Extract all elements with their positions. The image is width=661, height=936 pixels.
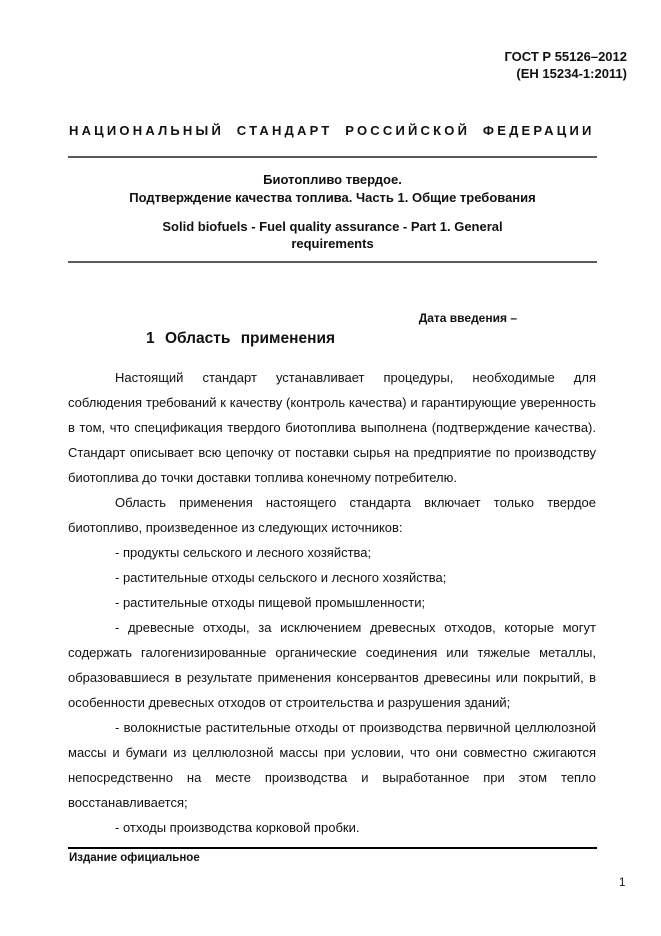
- list-item: - отходы производства корковой пробки.: [115, 820, 360, 835]
- title-russian-line2: Подтверждение качества топлива. Часть 1. Общие требования: [129, 189, 536, 205]
- document-code-block: [504, 48, 627, 82]
- list-item: - продукты сельского и лесного хозяйства;: [115, 545, 372, 560]
- en-reference-number: (ЕН 15234-1:2011): [516, 66, 627, 81]
- list-item: - растительные отходы пищевой промышленности;: [115, 595, 426, 610]
- header-divider-line: [68, 156, 597, 158]
- gost-number: ГОСТ Р 55126–2012: [504, 49, 627, 64]
- body-text: [68, 365, 596, 840]
- list-item: - растительные отходы сельского и лесного хозяйства;: [115, 570, 447, 585]
- paragraph: Область применения настоящего стандарта включает только твердое биотопливо, произведенное из следующих источников:: [68, 495, 596, 535]
- title-english-line2: requirements: [291, 235, 374, 251]
- section-number: 1: [146, 330, 155, 347]
- list-item: - древесные отходы, за исключением древесных отходов, которые могут содержать галогенизированные органические соединения или тяжелые металлы, образовавшиеся в результате применения консервантов древесины или покрытий, в особенности древесных отходов от строительства и разрушения зданий;: [68, 620, 596, 710]
- section-heading: [146, 330, 335, 348]
- title-russian-line1: Биотопливо твердое.: [263, 172, 402, 187]
- edition-note: Издание официальное: [69, 852, 200, 864]
- paragraph: Настоящий стандарт устанавливает процедуры, необходимые для соблюдения требований к качеству (контроль качества) и гарантирующие уверенность в том, что спецификация твердого биотоплива выполнена (подтверждение качества). Стандарт описывает всю цепочку от поставки сырья на предприятие по производству биотоплива до точки доставки топлива конечному потребителю.: [68, 370, 596, 485]
- section-title: Область применения: [164, 330, 336, 347]
- page-number: 1: [619, 877, 626, 889]
- title-english-line1: Solid biofuels - Fuel quality assurance - Part 1. General: [162, 219, 503, 234]
- list-item: - волокнистые растительные отходы от производства первичной целлюлозной массы и бумаги из целлюлозной массы при условии, что они совместно сжигаются непосредственно на месте производства и выработанное при этом тепло восстанавливается;: [68, 720, 596, 810]
- national-standard-heading: НАЦИОНАЛЬНЫЙ СТАНДАРТ РОССИЙСКОЙ ФЕДЕРАЦИИ: [69, 123, 595, 138]
- effective-date-label: Дата введения –: [418, 311, 517, 325]
- title-divider-line: [68, 261, 597, 263]
- title-block: [68, 171, 597, 252]
- footer-divider-line: [68, 847, 597, 849]
